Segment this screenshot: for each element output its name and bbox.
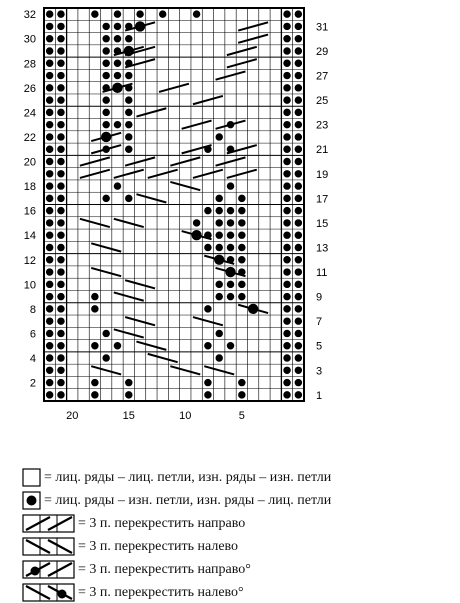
row-label-left: 6 bbox=[29, 328, 36, 341]
row-label-left: 28 bbox=[23, 58, 36, 71]
purl-dot bbox=[125, 109, 132, 116]
purl-dot bbox=[57, 182, 64, 189]
cross-dot bbox=[112, 83, 122, 93]
row-label-right: 9 bbox=[316, 291, 323, 304]
row-label-left: 4 bbox=[29, 353, 36, 366]
legend-text: = лиц. ряды – изн. петли, изн. ряды – лиц. петли bbox=[44, 493, 332, 508]
purl-dot bbox=[125, 146, 132, 153]
purl-dot bbox=[46, 354, 53, 361]
purl-dot bbox=[114, 72, 121, 79]
purl-dot bbox=[46, 109, 53, 116]
purl-dot bbox=[125, 72, 132, 79]
purl-dot bbox=[46, 281, 53, 288]
purl-dot bbox=[125, 195, 132, 202]
purl-dot bbox=[125, 35, 132, 42]
purl-dot bbox=[57, 268, 64, 275]
purl-dot bbox=[295, 170, 302, 177]
purl-dot bbox=[46, 182, 53, 189]
row-label-right: 11 bbox=[316, 267, 328, 280]
purl-dot bbox=[91, 379, 98, 386]
purl-dot bbox=[46, 379, 53, 386]
purl-dot bbox=[46, 146, 53, 153]
row-label-right: 29 bbox=[316, 45, 329, 58]
purl-dot bbox=[46, 170, 53, 177]
purl-dot bbox=[57, 354, 64, 361]
cross-right-dot-icon bbox=[22, 560, 82, 580]
row-label-left: 22 bbox=[23, 131, 36, 144]
purl-dot bbox=[57, 35, 64, 42]
row-label-left: 26 bbox=[23, 82, 36, 95]
purl-dot bbox=[295, 182, 302, 189]
purl-dot bbox=[46, 268, 53, 275]
cross-dot bbox=[135, 21, 145, 31]
purl-dot bbox=[159, 10, 166, 17]
purl-dot bbox=[283, 10, 290, 17]
purl-dot bbox=[283, 244, 290, 251]
purl-dot bbox=[283, 268, 290, 275]
col-label: 10 bbox=[179, 410, 192, 422]
purl-dot bbox=[114, 60, 121, 67]
purl-dot bbox=[91, 391, 98, 398]
purl-dot bbox=[46, 305, 53, 312]
purl-dot bbox=[46, 47, 53, 54]
purl-dot bbox=[283, 60, 290, 67]
purl-dot bbox=[227, 231, 234, 238]
purl-dot bbox=[215, 244, 222, 251]
purl-dot bbox=[57, 84, 64, 91]
purl-dot bbox=[283, 84, 290, 91]
purl-dot bbox=[57, 195, 64, 202]
purl-dot bbox=[102, 195, 109, 202]
row-label-left: 20 bbox=[23, 156, 36, 169]
purl-dot bbox=[114, 182, 121, 189]
purl-dot bbox=[57, 10, 64, 17]
purl-dot bbox=[295, 195, 302, 202]
col-label: 20 bbox=[66, 410, 79, 422]
purl-dot bbox=[283, 182, 290, 189]
purl-dot bbox=[295, 293, 302, 300]
purl-dot bbox=[46, 158, 53, 165]
col-label: 5 bbox=[238, 410, 245, 422]
purl-dot bbox=[283, 170, 290, 177]
legend-item-cross-right-dot bbox=[22, 560, 458, 580]
purl-dot bbox=[295, 367, 302, 374]
purl-dot bbox=[125, 379, 132, 386]
purl-dot bbox=[295, 121, 302, 128]
row-label-right: 5 bbox=[316, 340, 323, 353]
purl-dot bbox=[125, 133, 132, 140]
purl-dot bbox=[295, 305, 302, 312]
purl-dot bbox=[102, 35, 109, 42]
purl-dot bbox=[91, 305, 98, 312]
purl-dot bbox=[46, 35, 53, 42]
row-label-right: 13 bbox=[316, 242, 329, 255]
legend-text: = лиц. ряды – лиц. петли, изн. ряды – изн. петли bbox=[44, 470, 332, 485]
row-label-right: 3 bbox=[316, 365, 323, 378]
purl-dot bbox=[46, 72, 53, 79]
purl-dot bbox=[238, 219, 245, 226]
purl-dot bbox=[57, 317, 64, 324]
purl-dot bbox=[238, 379, 245, 386]
purl-dot bbox=[295, 231, 302, 238]
purl-dot bbox=[57, 146, 64, 153]
purl-dot bbox=[227, 207, 234, 214]
purl-dot bbox=[295, 23, 302, 30]
purl-dot bbox=[227, 182, 234, 189]
purl-dot bbox=[102, 60, 109, 67]
purl-dot bbox=[283, 305, 290, 312]
purl-dot bbox=[114, 121, 121, 128]
cross-dot bbox=[214, 255, 224, 265]
cross-dot bbox=[248, 304, 258, 314]
purl-dot bbox=[238, 195, 245, 202]
purl-dot bbox=[215, 207, 222, 214]
purl-dot bbox=[46, 96, 53, 103]
row-label-left: 10 bbox=[23, 279, 36, 292]
purl-dot bbox=[46, 231, 53, 238]
row-label-left: 14 bbox=[23, 230, 36, 243]
purl-dot bbox=[46, 10, 53, 17]
purl-dot bbox=[114, 23, 121, 30]
purl-dot bbox=[57, 47, 64, 54]
purl-dot bbox=[238, 244, 245, 251]
purl-dot bbox=[238, 391, 245, 398]
row-label-right: 27 bbox=[316, 70, 329, 83]
purl-dot bbox=[57, 391, 64, 398]
purl-dot bbox=[227, 244, 234, 251]
purl-dot bbox=[283, 35, 290, 42]
purl-dot bbox=[283, 207, 290, 214]
purl-dot bbox=[204, 342, 211, 349]
row-label-right: 1 bbox=[316, 389, 323, 402]
purl-dot bbox=[295, 244, 302, 251]
purl-dot bbox=[136, 10, 143, 17]
cross-dot bbox=[124, 46, 134, 56]
purl-dot bbox=[215, 195, 222, 202]
purl-dot bbox=[114, 35, 121, 42]
purl-dot bbox=[295, 379, 302, 386]
purl-dot bbox=[283, 354, 290, 361]
cross-dot bbox=[191, 230, 201, 240]
purl-dot bbox=[125, 121, 132, 128]
purl-dot bbox=[295, 72, 302, 79]
purl-dot bbox=[204, 391, 211, 398]
purl-dot bbox=[295, 133, 302, 140]
purl-dot bbox=[91, 293, 98, 300]
purl-dot bbox=[46, 23, 53, 30]
purl-dot bbox=[57, 219, 64, 226]
purl-dot bbox=[57, 170, 64, 177]
purl-dot bbox=[114, 10, 121, 17]
purl-dot bbox=[283, 133, 290, 140]
purl-dot bbox=[283, 342, 290, 349]
purl-dot bbox=[102, 72, 109, 79]
purl-dot bbox=[215, 231, 222, 238]
purl-dot bbox=[283, 293, 290, 300]
purl-dot bbox=[283, 47, 290, 54]
row-label-left: 18 bbox=[23, 181, 36, 194]
purl-dot bbox=[295, 281, 302, 288]
purl-dot bbox=[46, 330, 53, 337]
purl-dot bbox=[102, 354, 109, 361]
purl-dot bbox=[57, 231, 64, 238]
purl-dot bbox=[57, 256, 64, 263]
purl-dot bbox=[91, 342, 98, 349]
purl-dot bbox=[295, 47, 302, 54]
purl-dot bbox=[57, 281, 64, 288]
purl-dot bbox=[57, 207, 64, 214]
purl-dot bbox=[227, 293, 234, 300]
row-label-left: 12 bbox=[23, 254, 36, 267]
purl-dot bbox=[295, 10, 302, 17]
row-label-right: 7 bbox=[316, 316, 323, 329]
purl-dot bbox=[238, 231, 245, 238]
purl-dot bbox=[204, 244, 211, 251]
row-label-right: 15 bbox=[316, 217, 329, 230]
purl-dot bbox=[57, 342, 64, 349]
purl-dot bbox=[46, 207, 53, 214]
purl-dot bbox=[46, 244, 53, 251]
purl-dot bbox=[46, 256, 53, 263]
purl-dot bbox=[102, 109, 109, 116]
purl-dot bbox=[46, 219, 53, 226]
purl-dot bbox=[57, 109, 64, 116]
purl-dot bbox=[215, 133, 222, 140]
purl-dot bbox=[295, 342, 302, 349]
purl-dot bbox=[283, 72, 290, 79]
purl-dot bbox=[295, 60, 302, 67]
row-label-right: 17 bbox=[316, 193, 329, 206]
purl-dot bbox=[125, 391, 132, 398]
purl-dot bbox=[283, 195, 290, 202]
cross-left-icon bbox=[22, 537, 82, 557]
purl-dot bbox=[238, 256, 245, 263]
purl-dot bbox=[283, 281, 290, 288]
cross-right-icon bbox=[22, 514, 82, 534]
purl-dot bbox=[114, 342, 121, 349]
purl-dot bbox=[295, 317, 302, 324]
legend-item-cross-left-dot bbox=[22, 583, 458, 603]
purl-dot bbox=[283, 109, 290, 116]
purl-dot bbox=[102, 23, 109, 30]
purl-dot bbox=[295, 391, 302, 398]
purl-dot bbox=[57, 23, 64, 30]
purl-dot bbox=[283, 231, 290, 238]
purl-dot bbox=[283, 121, 290, 128]
cross-dot bbox=[101, 132, 111, 142]
row-label-right: 31 bbox=[316, 21, 329, 34]
purl-dot bbox=[283, 330, 290, 337]
purl-dot bbox=[283, 379, 290, 386]
purl-dot bbox=[295, 354, 302, 361]
purl-dot bbox=[204, 379, 211, 386]
purl-dot bbox=[57, 330, 64, 337]
purl-dot bbox=[102, 330, 109, 337]
row-label-right: 23 bbox=[316, 119, 329, 132]
legend-item-cross-left bbox=[22, 537, 458, 557]
purl-dot bbox=[46, 84, 53, 91]
purl-dot bbox=[46, 317, 53, 324]
purl-dot bbox=[204, 207, 211, 214]
purl-dot bbox=[227, 219, 234, 226]
purl-dot bbox=[295, 268, 302, 275]
row-label-left: 32 bbox=[23, 9, 36, 22]
purl-dot bbox=[295, 109, 302, 116]
purl-dot bbox=[102, 121, 109, 128]
legend-item-purl-dot bbox=[22, 491, 458, 511]
purl-dot bbox=[46, 293, 53, 300]
purl-dot bbox=[295, 35, 302, 42]
purl-dot bbox=[125, 96, 132, 103]
legend-text: = 3 п. перекрестить направо° bbox=[78, 562, 251, 577]
purl-dot bbox=[283, 23, 290, 30]
purl-dot bbox=[227, 281, 234, 288]
purl-dot bbox=[102, 96, 109, 103]
row-label-right: 19 bbox=[316, 168, 329, 181]
purl-dot bbox=[46, 121, 53, 128]
purl-dot bbox=[57, 305, 64, 312]
purl-dot bbox=[46, 195, 53, 202]
purl-dot bbox=[57, 293, 64, 300]
row-label-right: 21 bbox=[316, 144, 329, 157]
purl-dot bbox=[46, 342, 53, 349]
purl-dot bbox=[215, 219, 222, 226]
legend-item-empty-cell bbox=[22, 468, 458, 488]
row-label-left: 30 bbox=[23, 33, 36, 46]
row-label-left: 16 bbox=[23, 205, 36, 218]
purl-dot bbox=[57, 72, 64, 79]
purl-dot bbox=[295, 158, 302, 165]
purl-dot bbox=[227, 342, 234, 349]
purl-dot bbox=[46, 367, 53, 374]
purl-dot bbox=[283, 317, 290, 324]
purl-dot bbox=[215, 281, 222, 288]
purl-dot bbox=[283, 367, 290, 374]
purl-dot bbox=[193, 10, 200, 17]
purl-dot bbox=[283, 391, 290, 398]
row-label-right: 25 bbox=[316, 95, 329, 108]
purl-dot bbox=[238, 207, 245, 214]
purl-dot bbox=[238, 281, 245, 288]
legend-text: = 3 п. перекрестить налево° bbox=[78, 585, 244, 600]
purl-dot bbox=[283, 256, 290, 263]
purl-dot bbox=[295, 96, 302, 103]
purl-dot bbox=[57, 158, 64, 165]
purl-dot bbox=[295, 146, 302, 153]
purl-dot bbox=[295, 219, 302, 226]
purl-dot bbox=[283, 146, 290, 153]
purl-dot bbox=[57, 96, 64, 103]
purl-dot bbox=[295, 256, 302, 263]
legend-item-cross-right bbox=[22, 514, 458, 534]
purl-dot bbox=[46, 60, 53, 67]
legend-text: = 3 п. перекрестить направо bbox=[78, 516, 246, 531]
cross-left-dot-icon bbox=[22, 583, 82, 603]
purl-dot bbox=[57, 133, 64, 140]
legend-text: = 3 п. перекрестить налево bbox=[78, 539, 239, 554]
purl-dot bbox=[295, 330, 302, 337]
purl-dot bbox=[283, 158, 290, 165]
purl-dot bbox=[215, 293, 222, 300]
row-label-left: 8 bbox=[29, 303, 36, 316]
purl-dot bbox=[57, 379, 64, 386]
purl-dot bbox=[102, 47, 109, 54]
purl-dot bbox=[57, 367, 64, 374]
purl-dot bbox=[91, 10, 98, 17]
purl-dot bbox=[295, 207, 302, 214]
purl-dot bbox=[283, 96, 290, 103]
purl-dot bbox=[215, 330, 222, 337]
purl-dot bbox=[204, 305, 211, 312]
purl-dot bbox=[57, 244, 64, 251]
purl-dot bbox=[46, 391, 53, 398]
purl-dot bbox=[215, 354, 222, 361]
purl-dot bbox=[238, 293, 245, 300]
row-label-left: 2 bbox=[29, 377, 36, 390]
purl-dot bbox=[57, 60, 64, 67]
purl-dot bbox=[57, 121, 64, 128]
purl-dot bbox=[295, 84, 302, 91]
purl-dot bbox=[193, 219, 200, 226]
purl-dot bbox=[283, 219, 290, 226]
col-label: 15 bbox=[122, 410, 135, 422]
cross-dot bbox=[225, 267, 235, 277]
row-label-left: 24 bbox=[23, 107, 36, 120]
purl-dot bbox=[46, 133, 53, 140]
